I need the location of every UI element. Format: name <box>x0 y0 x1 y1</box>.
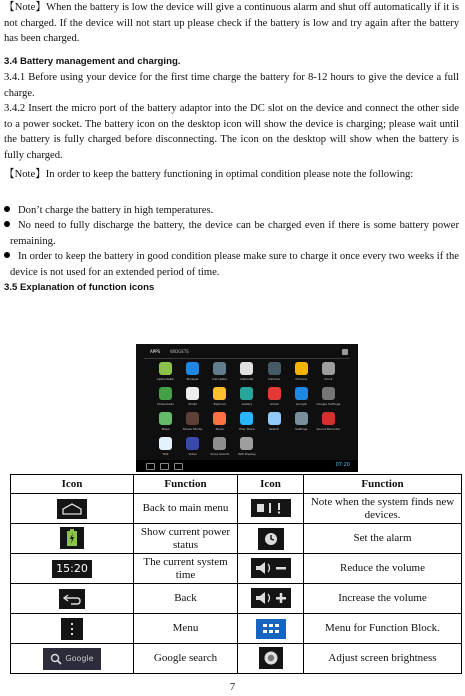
brightness-icon <box>259 647 283 669</box>
app-label: Music <box>215 427 225 431</box>
app-icon-item[interactable] <box>233 412 260 434</box>
app-label: Settings <box>295 427 308 431</box>
app-label: Email <box>188 402 197 406</box>
header-icon: Icon <box>11 475 134 494</box>
page-number: 7 <box>229 682 236 693</box>
app-icon <box>186 437 199 450</box>
table-row <box>11 644 462 674</box>
function-cell: Adjust screen brightness <box>304 644 462 674</box>
bullet-dot <box>4 221 10 227</box>
volume-up-icon <box>251 588 291 608</box>
paragraph-3-4-2: 3.4.2 Insert the micro port of the battery adaptor into the DC slot on the device and connect the other side to a power socket. The battery icon on the desktop icon will show the device is charging; please wait until the battery is fully charged before disconnecting. The icon on the desktop will show when the battery is fully charged. <box>4 103 459 161</box>
app-label: Calendar <box>240 377 254 381</box>
app-icon <box>295 387 308 400</box>
app-icon <box>186 412 199 425</box>
tab-widgets: WIDGETS <box>170 349 189 354</box>
recent-apps-icon <box>174 463 183 470</box>
app-icon-item[interactable] <box>206 387 233 409</box>
app-icon-item[interactable] <box>179 412 206 434</box>
app-drawer-screenshot <box>136 344 358 472</box>
app-icon-item[interactable] <box>179 387 206 409</box>
app-icon <box>322 387 335 400</box>
app-icon-item[interactable] <box>233 387 260 409</box>
back-icon <box>59 589 85 609</box>
app-icon <box>159 387 172 400</box>
app-label: Gallery <box>241 402 253 406</box>
app-icon-item[interactable] <box>206 437 233 459</box>
app-icon <box>268 412 281 425</box>
function-cell: The current system time <box>134 554 238 584</box>
app-icon <box>159 437 172 450</box>
app-label: Wifi Display <box>238 452 256 456</box>
function-block-icon <box>256 619 286 639</box>
app-icon <box>213 412 226 425</box>
section-3-5-heading: 3.5 Explanation of function icons <box>4 282 155 293</box>
table-row <box>11 554 462 584</box>
google-logo: Google <box>65 654 94 663</box>
app-icon-item[interactable] <box>233 362 260 384</box>
app-label: Google <box>295 402 307 406</box>
app-label: Explorer <box>213 402 227 406</box>
function-cell: Google search <box>134 644 238 674</box>
function-cell: Back <box>134 584 238 614</box>
app-icon <box>213 362 226 375</box>
home-icon <box>57 499 87 519</box>
app-icon-item[interactable] <box>152 387 179 409</box>
app-icon <box>240 362 253 375</box>
bullet-dot <box>4 206 10 212</box>
bullet-dot <box>4 252 10 258</box>
app-icon <box>186 387 199 400</box>
app-icon <box>159 412 172 425</box>
app-icon <box>240 412 253 425</box>
app-icon <box>186 362 199 375</box>
app-icon-item[interactable] <box>152 437 179 459</box>
app-label: Search <box>268 427 280 431</box>
app-icon-item[interactable] <box>315 387 342 409</box>
bullet-item: In order to keep the battery in good condition please make sure to charge it once every two weeks if the device is not used for an extended period of time. <box>4 249 459 280</box>
app-label: Movie Studio <box>183 427 203 431</box>
home-icon <box>160 463 169 470</box>
app-label: Gmail <box>269 402 279 406</box>
app-icon-item[interactable] <box>233 437 260 459</box>
app-icon-item[interactable] <box>206 362 233 384</box>
app-icon-item[interactable] <box>315 412 342 434</box>
function-cell: Menu for Function Block. <box>304 614 462 644</box>
app-label: Clock <box>324 377 333 381</box>
app-icon-item[interactable] <box>206 412 233 434</box>
app-icon-item[interactable] <box>288 387 315 409</box>
app-icon-item[interactable] <box>315 362 342 384</box>
app-icon-item[interactable] <box>179 362 206 384</box>
app-label: Camera <box>268 377 281 381</box>
tab-apps: APPS <box>150 349 161 354</box>
app-label: Sound Recorder <box>316 427 341 431</box>
function-cell: Increase the volume <box>304 584 462 614</box>
note-low-battery: 【Note】When the battery is low the device will give a continuous alarm and shut off automatically if it is not charged. If the device will not start up please check if the battery is low and try again after the battery has been charged. <box>4 2 459 44</box>
section-3-4-heading: 3.4 Battery management and charging. <box>4 56 181 67</box>
bullet-item: No need to fully discharge the battery, the device can be charged even if there is some battery power remaining. <box>4 218 459 249</box>
app-icon-item[interactable] <box>179 437 206 459</box>
header-function: Function <box>134 475 238 494</box>
app-icon <box>295 412 308 425</box>
note-battery-care: 【Note】In order to keep the battery functioning in optimal condition please note the following: <box>4 169 414 180</box>
system-time-icon: 15:20 <box>52 560 92 578</box>
table-row <box>11 614 462 644</box>
menu-icon <box>61 618 83 640</box>
notification-icon <box>251 499 291 517</box>
bullet-item: Don’t charge the battery in high temperatures. <box>4 203 459 219</box>
function-cell: Set the alarm <box>304 524 462 554</box>
volume-down-icon <box>251 558 291 578</box>
table-row <box>11 524 462 554</box>
table-row <box>11 494 462 524</box>
status-clock: 07:20 <box>335 462 350 468</box>
app-label: Voice Search <box>210 452 230 456</box>
app-icon-item[interactable] <box>261 412 288 434</box>
app-label: Talk <box>162 452 169 456</box>
table-row <box>11 584 462 614</box>
header-icon-2: Icon <box>238 475 304 494</box>
app-label: Google Settings <box>316 402 341 406</box>
header-function-2: Function <box>304 475 462 494</box>
app-icon <box>322 412 335 425</box>
app-label: ApkInstaller <box>156 377 175 381</box>
app-icon <box>159 362 172 375</box>
app-icon-item[interactable] <box>288 362 315 384</box>
function-cell: Menu <box>134 614 238 644</box>
system-bar <box>136 460 358 472</box>
battery-icon <box>60 527 84 549</box>
app-icon <box>268 362 281 375</box>
function-cell: Back to main menu <box>134 494 238 524</box>
app-grid <box>152 362 342 459</box>
function-cell: Reduce the volume <box>304 554 462 584</box>
app-label: Maps <box>161 427 170 431</box>
app-icon-item[interactable] <box>261 387 288 409</box>
alarm-icon <box>258 528 284 550</box>
paragraph-3-4-1: 3.4.1 Before using your device for the first time charge the battery for 8-12 hours to give the device a full charge. <box>4 72 459 99</box>
function-icons-table <box>10 474 462 674</box>
app-label: Play Store <box>239 427 255 431</box>
app-icon <box>240 437 253 450</box>
google-search-icon <box>43 648 101 670</box>
app-icon <box>268 387 281 400</box>
app-icon-item[interactable] <box>288 412 315 434</box>
app-label: Downloads <box>157 402 174 406</box>
app-label: Video <box>188 452 197 456</box>
app-drawer-tab-bar <box>144 348 350 359</box>
table-header-row <box>11 475 462 494</box>
app-icon <box>213 387 226 400</box>
app-icon-item[interactable] <box>152 362 179 384</box>
back-icon <box>146 463 155 470</box>
store-icon <box>342 349 348 355</box>
function-cell: Note when the system finds new devices. <box>304 494 462 524</box>
app-icon-item[interactable] <box>152 412 179 434</box>
app-label: Chrome <box>295 377 308 381</box>
app-icon <box>240 387 253 400</box>
app-icon <box>213 437 226 450</box>
function-cell: Show current power status <box>134 524 238 554</box>
app-icon <box>295 362 308 375</box>
app-icon <box>322 362 335 375</box>
app-label: Browser <box>186 377 199 381</box>
app-label: Calculator <box>212 377 228 381</box>
app-icon-item[interactable] <box>261 362 288 384</box>
